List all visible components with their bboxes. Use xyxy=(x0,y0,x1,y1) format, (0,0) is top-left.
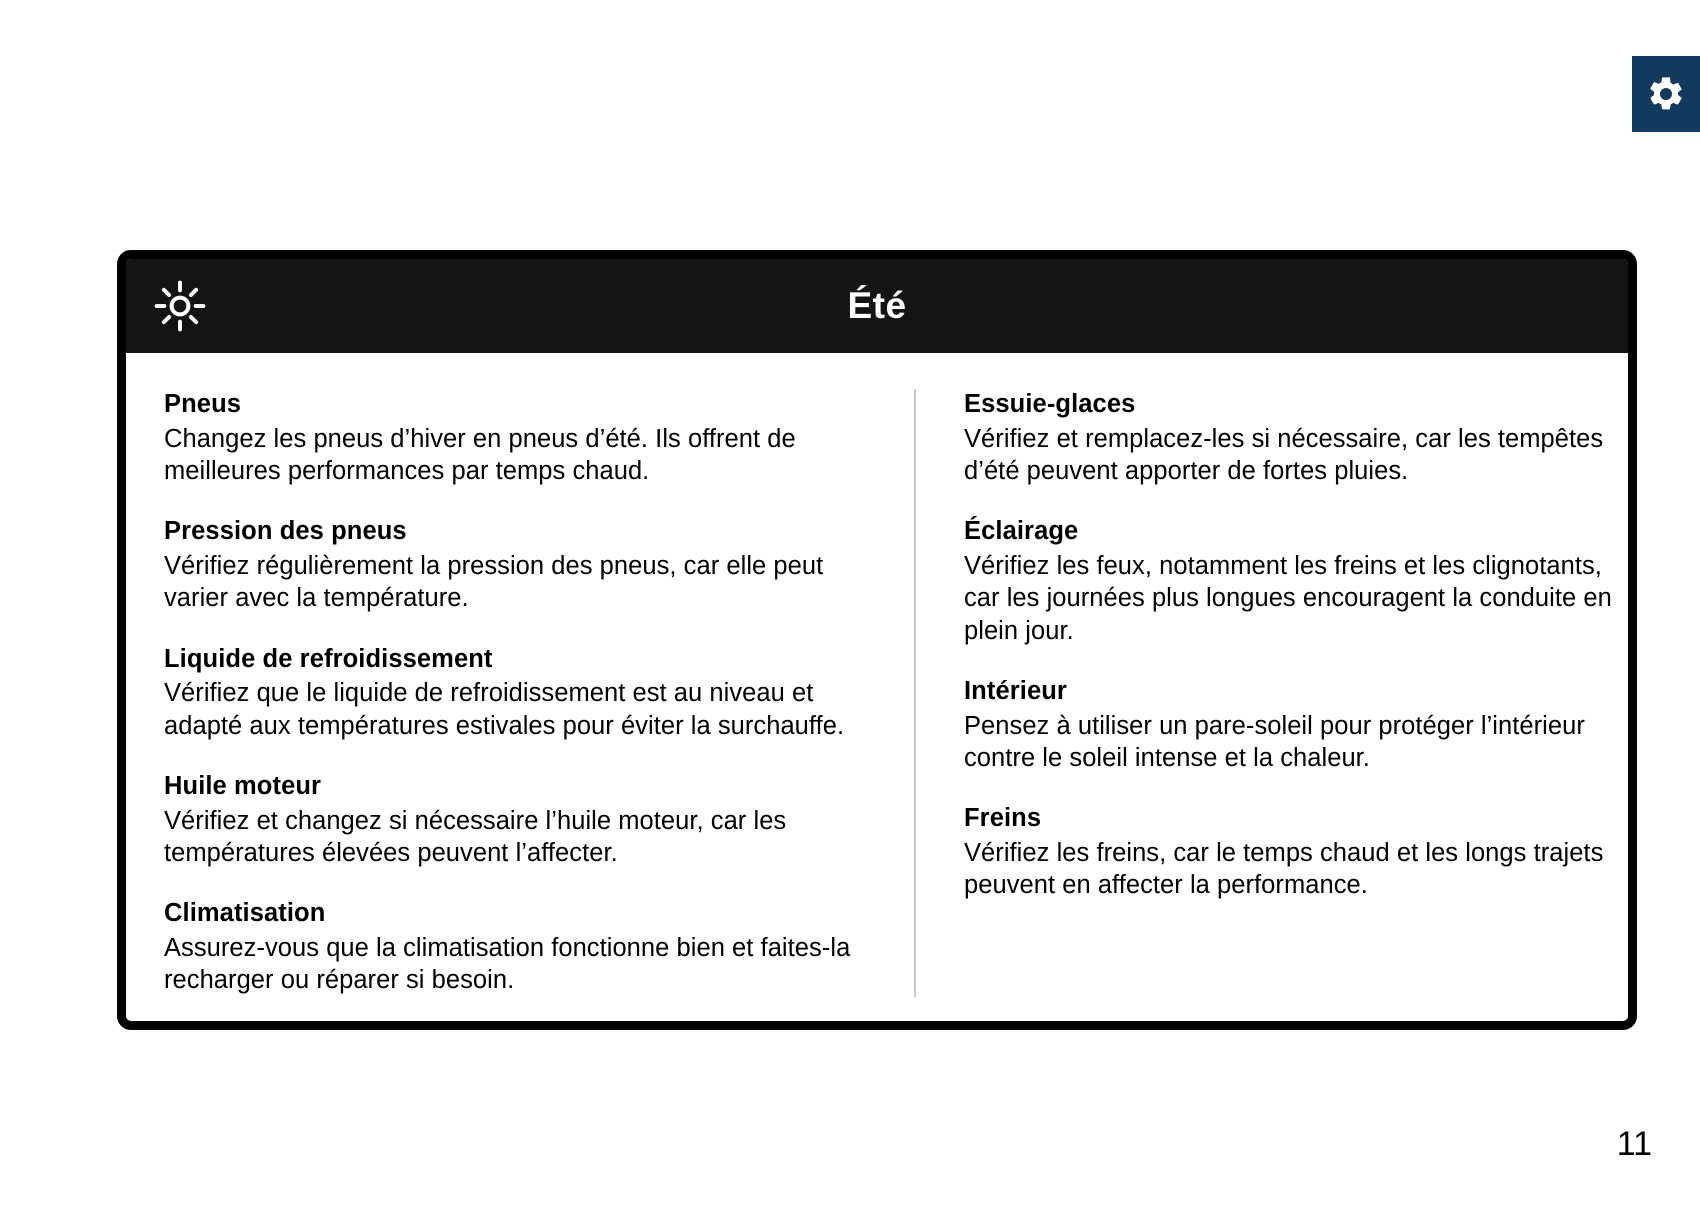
left-column xyxy=(164,389,874,997)
entry-text: Vérifiez et changez si nécessaire l’huile moteur, car les températures élevées peuvent l’affecter. xyxy=(164,806,787,868)
card-title: Été xyxy=(847,285,907,326)
entry-text: Vérifiez régulièrement la pression des pneus, car elle peut varier avec la température. xyxy=(164,551,824,613)
list-item xyxy=(164,516,874,614)
list-item xyxy=(164,389,874,487)
entry-text: Vérifiez et remplacez-les si nécessaire, car les tempêtes d’été peuvent apporter de fortes pluies. xyxy=(964,424,1604,485)
entry-title: Pression des pneus xyxy=(164,517,407,546)
right-column xyxy=(914,389,1614,997)
sun-icon xyxy=(150,276,210,336)
entry-title: Pneus xyxy=(164,390,242,418)
season-card xyxy=(117,250,1637,1030)
list-item xyxy=(164,898,874,996)
gear-icon xyxy=(1646,74,1686,114)
entry-title: Liquide de refroidissement xyxy=(164,644,493,673)
entry-text: Changez les pneus d’hiver en pneus d’été. Ils offrent de meilleures performances par temps chaud. xyxy=(164,424,796,485)
list-item xyxy=(164,771,874,869)
settings-badge[interactable] xyxy=(1632,56,1700,132)
entry-text: Vérifiez les feux, notamment les freins et les clignotants, car les journées plus longues encouragent la conduite en plein jour. xyxy=(964,551,1612,645)
entry-title: Intérieur xyxy=(964,677,1067,706)
entry-title: Climatisation xyxy=(164,899,326,928)
entry-title: Éclairage xyxy=(964,517,1079,546)
page-number: 11 xyxy=(1616,1125,1652,1163)
entry-text: Vérifiez les freins, car le temps chaud et les longs trajets peuvent en affecter la performance. xyxy=(964,839,1604,900)
list-item xyxy=(964,803,1614,901)
list-item xyxy=(964,516,1614,647)
entry-text: Assurez-vous que la climatisation fonctionne bien et faites-la recharger ou réparer si besoin. xyxy=(164,934,851,995)
list-item xyxy=(164,644,874,742)
entry-title: Freins xyxy=(964,804,1042,833)
card-header xyxy=(126,259,1628,353)
card-body xyxy=(126,353,1628,1017)
entry-title: Huile moteur xyxy=(164,772,322,801)
list-item xyxy=(964,389,1614,487)
entry-text: Vérifiez que le liquide de refroidissement est au niveau et adapté aux températures estivales pour éviter la surchauffe. xyxy=(164,679,845,740)
entry-title: Essuie-glaces xyxy=(964,390,1136,418)
list-item xyxy=(964,676,1614,774)
entry-text: Pensez à utiliser un pare-soleil pour protéger l’intérieur contre le soleil intense et la chaleur. xyxy=(964,711,1585,773)
